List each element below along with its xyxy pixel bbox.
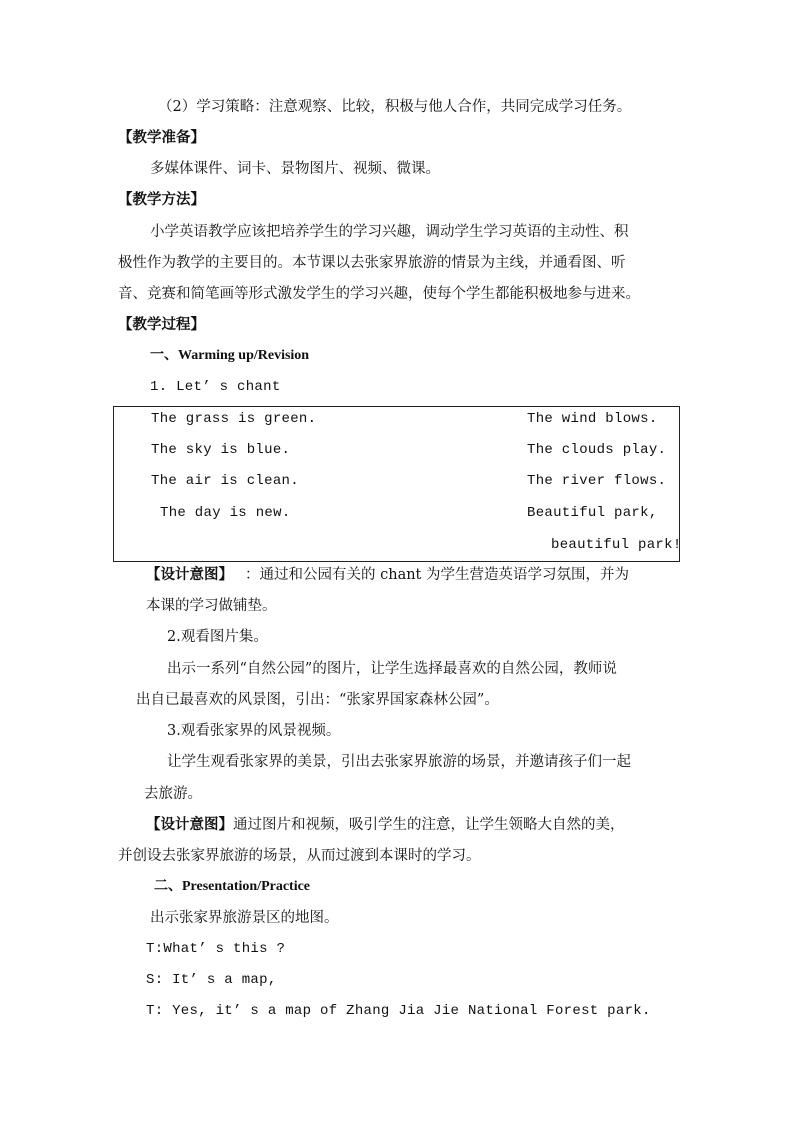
step-2-line-1: 出示一系列“自然公园”的图片，让学生选择最喜欢的自然公园，教师说 [167, 661, 617, 677]
step-3-line-2: 去旅游。 [144, 786, 202, 802]
teaching-method-line-3: 音、竞赛和简笔画等形式激发学生的学习兴趣，使每个学生都能积极地参与进来。 [118, 286, 640, 302]
design-intent-2-text: 通过图片和视频，吸引学生的注意，让学生领略大自然的美， [233, 817, 625, 833]
dialog-student-1: S: It’ s a map, [146, 972, 277, 988]
chant-left-1: The grass is green. [151, 411, 317, 427]
section-warming-up: 一、Warming up/Revision [150, 348, 310, 363]
section-presentation: 二、Presentation/Practice [154, 879, 311, 894]
map-intro: 出示张家界旅游景区的地图。 [150, 910, 339, 926]
step-2-title: 2.观看图片集。 [167, 629, 268, 645]
chant-title: 1. Let’ s chant [150, 379, 281, 395]
step-2-line-2: 出自已最喜欢的风景图，引出：“张家界国家森林公园”。 [136, 692, 499, 708]
chant-right-5: beautiful park! [551, 537, 682, 553]
teaching-method-line-1: 小学英语教学应该把培养学生的学习兴趣，调动学生学习英语的主动性、积 [150, 224, 629, 240]
chant-left-3: The air is clean. [151, 473, 299, 489]
teaching-prep-heading: 【教学准备】 [118, 129, 205, 146]
design-intent-2-text-2: 并创设去张家界旅游的场景，从而过渡到本课时的学习。 [118, 848, 481, 864]
dialog-teacher-1: T:What’ s this ? [146, 941, 286, 957]
teaching-process-heading: 【教学过程】 [118, 316, 205, 333]
chant-right-3: The river flows. [527, 473, 667, 489]
chant-right-4: Beautiful park, [527, 505, 658, 521]
chant-right-1: The wind blows. [527, 411, 658, 427]
design-intent-heading-2: 【设计意图】 [146, 816, 233, 833]
teaching-method-line-2: 极性作为教学的主要目的。本节课以去张家界旅游的情景为主线，并通看图、听 [118, 255, 626, 271]
chant-left-4: The day is new. [160, 505, 291, 521]
chant-left-2: The sky is blue. [151, 442, 291, 458]
design-intent-text: ：通过和公园有关的 chant 为学生营造英语学习氛围，并为 [245, 567, 629, 583]
chant-right-2: The clouds play. [527, 442, 667, 458]
dialog-teacher-2: T: Yes, it’ s a map of Zhang Jia Jie National Forest park. [146, 1003, 651, 1019]
teaching-prep-text: 多媒体课件、词卡、景物图片、视频、微课。 [150, 161, 440, 177]
design-intent-text-2: 本课的学习做铺垫。 [146, 598, 277, 614]
learning-strategy: （2）学习策略：注意观察、比较，积极与他人合作，共同完成学习任务。 [158, 99, 632, 115]
step-3-line-1: 让学生观看张家界的美景，引出去张家界旅游的场景，并邀请孩子们一起 [167, 754, 631, 770]
design-intent-heading: 【设计意图】 [146, 566, 233, 583]
teaching-method-heading: 【教学方法】 [118, 191, 205, 208]
step-3-title: 3.观看张家界的风景视频。 [167, 723, 341, 739]
